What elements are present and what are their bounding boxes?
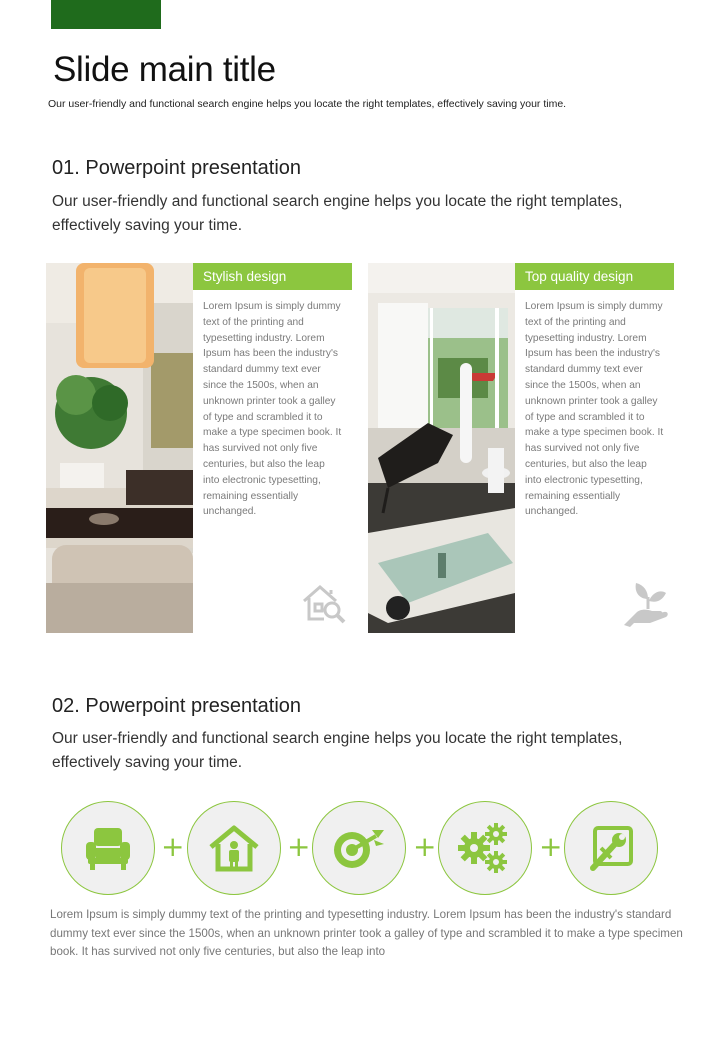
section2-body: Our user-friendly and functional search engine helps you locate the right templates, effectively saving your time. <box>52 730 623 771</box>
card-label-stylish: Stylish design <box>193 263 352 290</box>
hand-plant-icon <box>622 579 670 627</box>
card-text-stylish: Lorem Ipsum is simply dummy text of the printing and typesetting industry. Lorem Ipsum has been the industry's standard dummy text ever since the 1500s, when an unknown printer took a galley of type and scrambled it to make a type specimen book. It has survived not only five centuries, but also the leap into electronic typesetting, remaining essentially unchanged. <box>203 301 342 518</box>
card-text-quality: Lorem Ipsum is simply dummy text of the printing and typesetting industry. Lorem Ipsum has been the industry's standard dummy text ever since the 1500s, when an unknown printer took a galley of type and scrambled it to make a type specimen book. It has survived not only five centuries, but also the leap into electronic typesetting, remaining essentially unchanged. <box>525 301 664 518</box>
plus-sign-2: + <box>287 830 311 863</box>
sunroom-photo <box>368 263 515 633</box>
section1-body: Our user-friendly and functional search engine helps you locate the right templates, effectively saving your time. <box>52 193 623 234</box>
page-subtitle: Our user-friendly and functional search engine helps you locate the right templates, effectively saving your time. <box>48 98 567 110</box>
plus-sign-1: + <box>161 830 185 863</box>
plus-sign-4: + <box>539 830 563 863</box>
section1-title: 01. Powerpoint presentation <box>52 157 302 179</box>
card-label-quality: Top quality design <box>515 263 674 290</box>
page-title: Slide main title <box>53 50 276 89</box>
gears-circle <box>438 801 532 895</box>
armchair-icon <box>84 824 132 872</box>
feature-card-stylish <box>46 263 354 633</box>
section2-footer-text: Lorem Ipsum is simply dummy text of the printing and typesetting industry. Lorem Ipsum has been the industry's standard dummy text ever since the 1500s, when an unknown printer took a galley of type and scrambled it to make a type specimen book. It has survived not only five centuries, but also the leap into <box>50 908 683 958</box>
living-room-photo <box>46 263 193 633</box>
section2-title: 02. Powerpoint presentation <box>52 695 302 717</box>
feature-card-quality <box>368 263 676 633</box>
house-search-icon <box>300 579 348 627</box>
tools-icon <box>587 824 635 872</box>
tools-circle <box>564 801 658 895</box>
armchair-circle <box>61 801 155 895</box>
top-accent-bar <box>51 0 161 29</box>
target-icon <box>332 824 386 872</box>
gears-icon <box>458 822 512 874</box>
target-circle <box>312 801 406 895</box>
house-person-icon <box>208 824 260 872</box>
house-person-circle <box>187 801 281 895</box>
plus-sign-3: + <box>413 830 437 863</box>
